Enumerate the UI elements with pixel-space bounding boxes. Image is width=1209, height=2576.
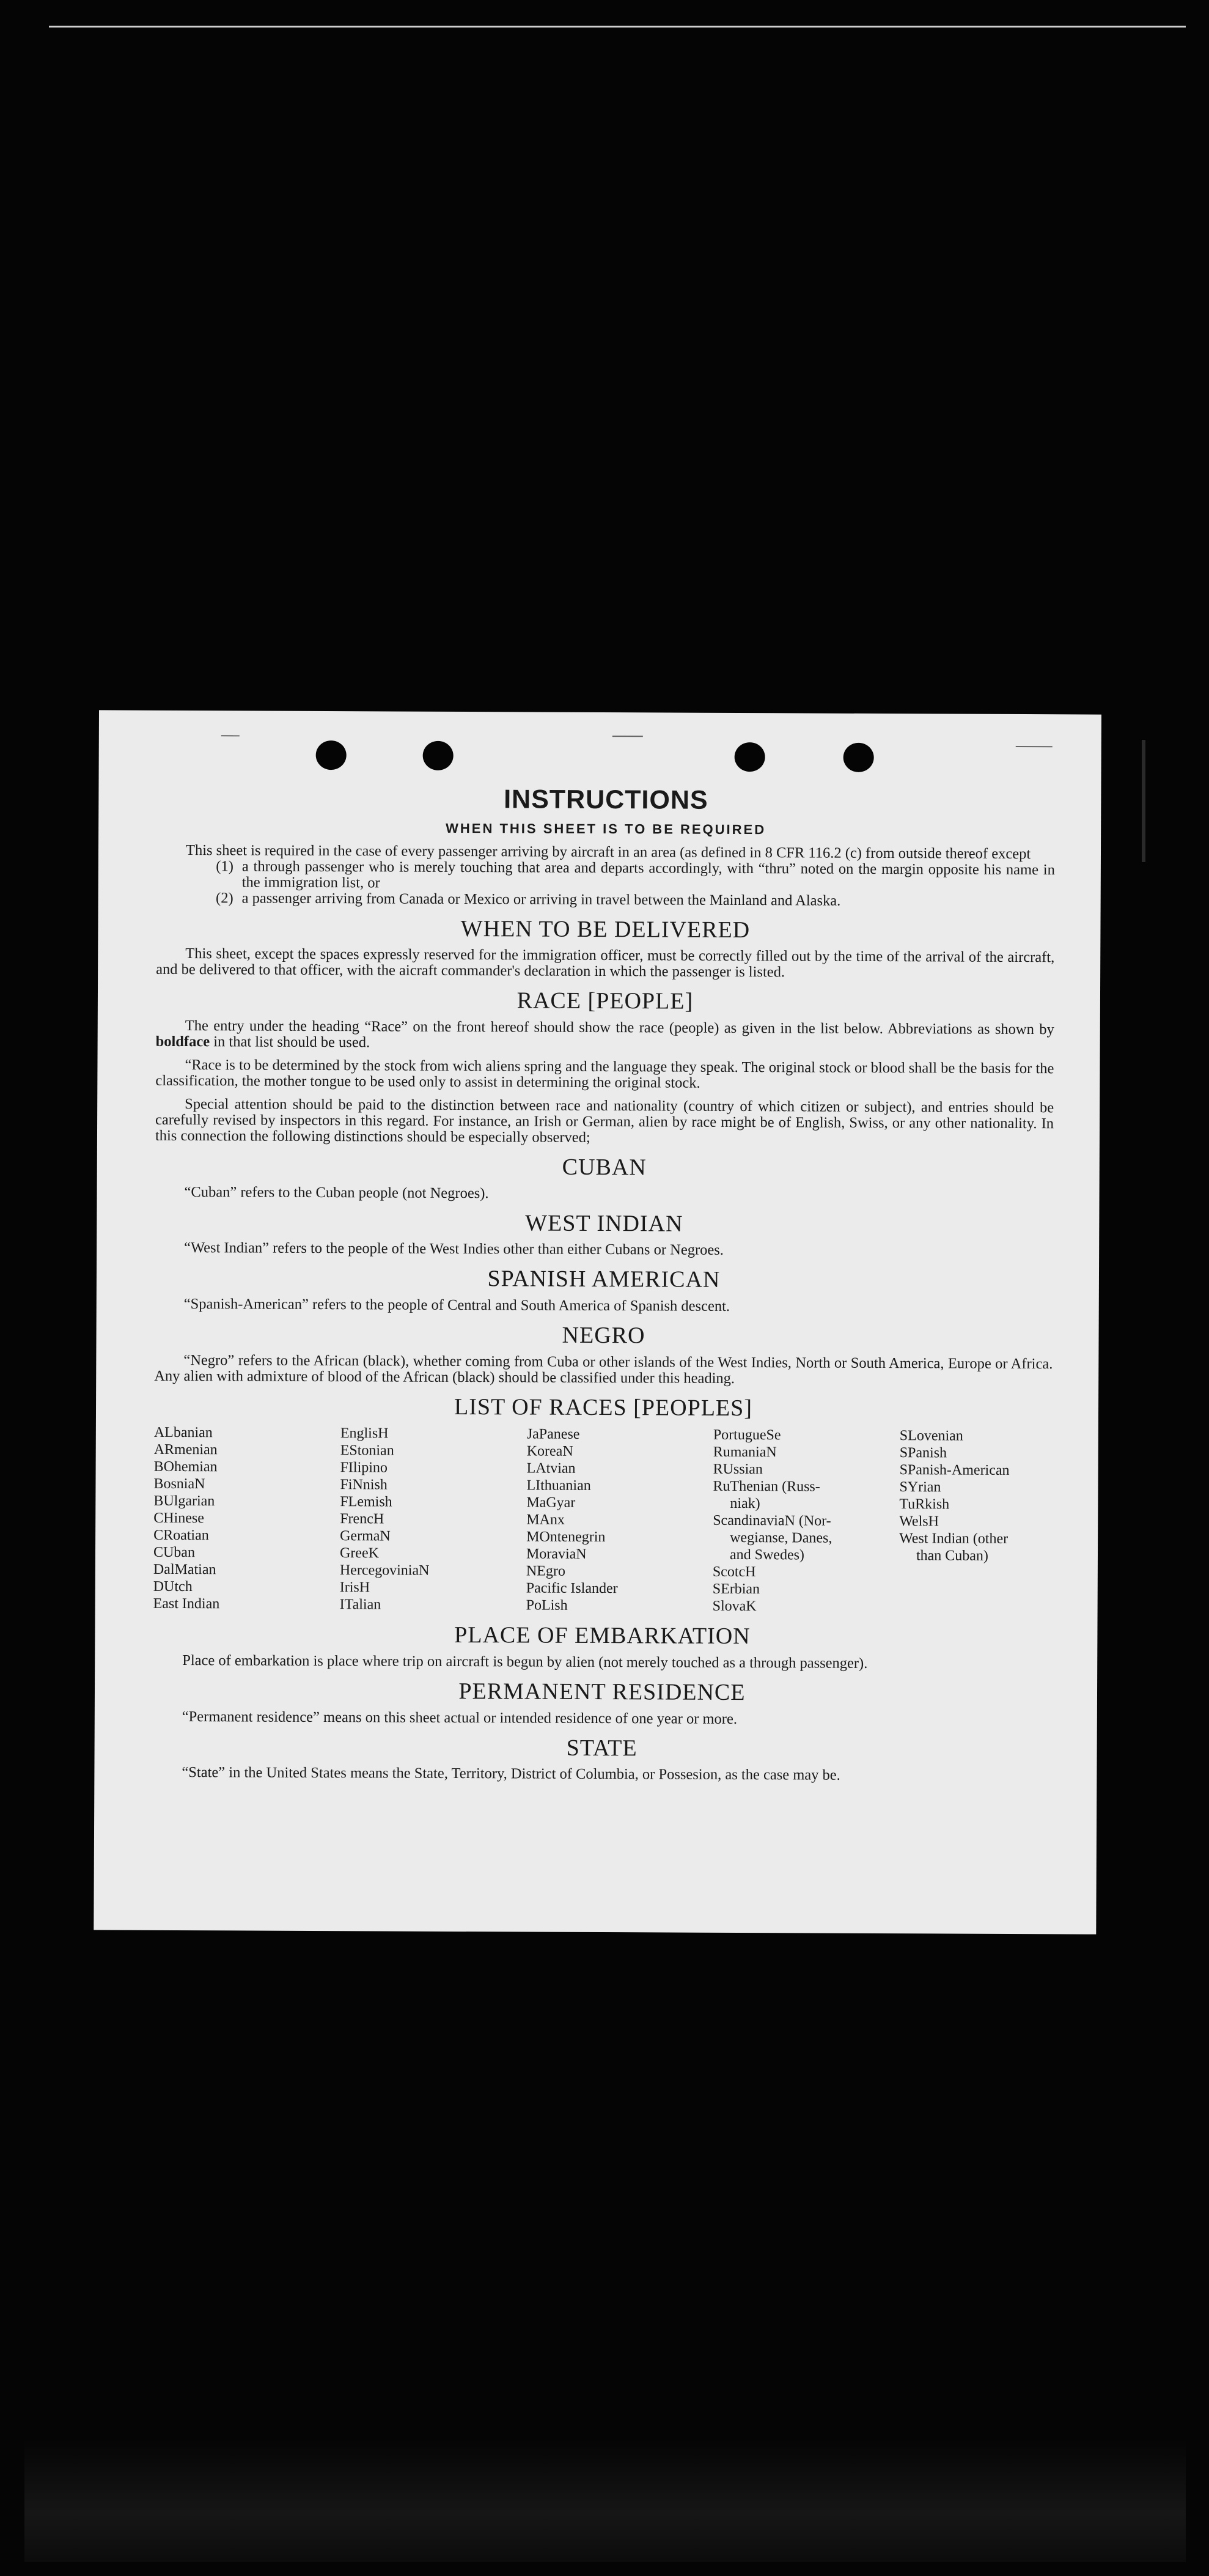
- race-list-item: GermaN: [340, 1528, 391, 1544]
- exception-item: [156, 890, 1055, 909]
- intro-paragraph: This sheet is required in the case of every passenger arriving by aircraft in an area (as defined in 8 CFR 116.2 (c) from outside thereof except: [185, 841, 1031, 862]
- race-list-item: FrencH: [340, 1511, 384, 1527]
- race-list-item: SPanish-American: [899, 1462, 1010, 1479]
- race-list-item: LAtvian: [526, 1460, 576, 1477]
- race-paragraph-2: “Race is to be determined by the stock from wich aliens spring and the language they speak. The original stock or blood shall be the basis for the classification, the mother tongue to be used only to assist in determining the original stock.: [155, 1057, 1054, 1091]
- race-list-item: CHinese: [153, 1510, 204, 1527]
- race-list-item: SLovenian: [899, 1428, 963, 1445]
- exception-number: (2): [216, 889, 233, 906]
- race-list-item: BosniaN: [153, 1476, 205, 1493]
- punch-hole: [423, 741, 454, 770]
- smudge-mark: [612, 736, 643, 737]
- race-list-item: RumaniaN: [713, 1444, 777, 1461]
- race-list-item: CRoatian: [153, 1527, 209, 1544]
- race-list-item: MOntenegrin: [526, 1529, 606, 1546]
- section-heading-list-of-races: LIST OF RACES [PEOPLES]: [454, 1393, 753, 1421]
- race-list-item: EStonian: [340, 1442, 394, 1459]
- race-list-item: CUban: [153, 1544, 196, 1561]
- race-list-item: SlovaK: [712, 1598, 757, 1615]
- page-edge-shadow: [1142, 740, 1145, 862]
- document-subtitle: WHEN THIS SHEET IS TO BE REQUIRED: [446, 820, 766, 837]
- race-text: The entry under the heading “Race” on the front hereof should show the race (people) as given in the list below. Abbreviations as shown by: [185, 1017, 1054, 1038]
- race-list-item: SYrian: [899, 1479, 941, 1496]
- race-text: in that list should be used.: [210, 1033, 370, 1051]
- race-list-item: MAnx: [526, 1511, 565, 1529]
- race-list-item: KoreaN: [526, 1443, 573, 1460]
- section-heading-when-delivered: WHEN TO BE DELIVERED: [460, 915, 751, 943]
- negro-text: “Negro” refers to the African (black), whether coming from Cuba or other islands of the West Indies, North or South America, Europe or Africa. Any alien with admixture of blood of the African (black) should be classified under this heading.: [154, 1351, 1053, 1387]
- race-list-item: SErbian: [712, 1581, 760, 1598]
- top-rule: [49, 26, 1186, 28]
- smudge-mark: [1016, 746, 1053, 747]
- race-list-item: ScandinaviaN (Nor-: [713, 1513, 831, 1530]
- spanish-american-text: “Spanish-American” refers to the people of Central and South America of Spanish descent.: [183, 1296, 730, 1315]
- race-list-item: niak): [730, 1496, 760, 1512]
- exception-item: [156, 858, 1055, 893]
- race-list-item: DalMatian: [153, 1562, 216, 1578]
- race-list-item: ALbanian: [153, 1425, 213, 1441]
- state-text: “State” in the United States means the State, Territory, District of Columbia, or Possesion, as the case may be.: [182, 1764, 840, 1784]
- race-list-item: wegianse, Danes,: [730, 1530, 832, 1547]
- race-list-item: BUlgarian: [153, 1493, 215, 1510]
- cuban-text: “Cuban” refers to the Cuban people (not Negroes).: [184, 1183, 489, 1201]
- section-heading-spanish-american: SPANISH AMERICAN: [487, 1266, 721, 1293]
- section-heading-cuban: CUBAN: [562, 1154, 647, 1181]
- exception-text: a passenger arriving from Canada or Mexico or arriving in travel between the Mainland and Alaska.: [241, 890, 841, 909]
- race-list-item: ITalian: [339, 1596, 381, 1613]
- races-column: [899, 1428, 1046, 1617]
- section-heading-embarkation: PLACE OF EMBARKATION: [454, 1622, 751, 1650]
- races-column: [340, 1425, 527, 1614]
- race-list-item: West Indian (other: [899, 1530, 1009, 1548]
- race-list-item: ARmenian: [153, 1442, 218, 1458]
- race-list-item: than Cuban): [916, 1548, 989, 1565]
- when-delivered-text: This sheet, except the spaces expressly reserved for the immigration officer, must be correctly filled out by the time of the arrival of the aircraft, and be delivered to that officer, with the aicraft commander's declaration in which the passenger is listed.: [156, 945, 1055, 981]
- section-heading-race: RACE [PEOPLE]: [516, 987, 694, 1014]
- race-list-item: FLemish: [340, 1494, 392, 1510]
- race-list-item: MaGyar: [526, 1494, 576, 1511]
- race-list-item: TuRkish: [899, 1496, 950, 1513]
- document-sheet: [94, 710, 1101, 1934]
- residence-text: “Permanent residence” means on this sheet actual or intended residence of one year or more.: [182, 1708, 738, 1727]
- section-heading-residence: PERMANENT RESIDENCE: [458, 1678, 746, 1706]
- race-list-item: FiNnish: [340, 1477, 388, 1493]
- document-title: INSTRUCTIONS: [504, 784, 708, 815]
- race-list-item: Pacific Islander: [526, 1580, 618, 1597]
- race-list-item: PortugueSe: [713, 1427, 781, 1444]
- races-list: [153, 1424, 1053, 1616]
- race-paragraph-3: Special attention should be paid to the distinction between race and nationality (country of which citizen or subject), and entries should be carefully revised by inspectors in this regard. For instance, an Irish or German, alien by race might be of English, Swiss, or any other nationality. In this connection the following distinctions should be especially observed;: [155, 1096, 1054, 1146]
- embarkation-text: Place of embarkation is place where trip on aircraft is begun by alien (not merely touched as a through passenger).: [182, 1652, 868, 1672]
- punch-hole: [735, 742, 765, 772]
- race-list-item: DUtch: [153, 1579, 193, 1595]
- bottom-shade: [24, 2440, 1186, 2562]
- west-indian-text: “West Indian” refers to the people of the West Indies other than either Cubans or Negroes.: [184, 1239, 724, 1259]
- race-list-item: and Swedes): [729, 1547, 805, 1563]
- races-column: [526, 1426, 713, 1615]
- race-list-item: EnglisH: [340, 1425, 389, 1442]
- section-heading-negro: NEGRO: [562, 1322, 645, 1349]
- race-list-item: ScotcH: [712, 1564, 756, 1581]
- race-list-item: RuThenian (Russ-: [713, 1478, 820, 1495]
- race-list-item: RUssian: [713, 1461, 763, 1478]
- race-list-item: FIlipino: [340, 1460, 388, 1476]
- section-heading-west-indian: WEST INDIAN: [525, 1210, 683, 1237]
- race-list-item: BOhemian: [153, 1459, 218, 1475]
- exception-text: a through passenger who is merely touching that area and departs accordingly, with “thru” noted on the margin opposite his name in the immigration list, or: [241, 858, 1055, 891]
- smudge-mark: [221, 735, 240, 736]
- race-list-item: HercegoviniaN: [339, 1562, 430, 1579]
- races-column: [713, 1426, 900, 1615]
- section-heading-state: STATE: [566, 1735, 638, 1762]
- race-list-item: LIthuanian: [526, 1477, 591, 1494]
- race-list-item: WelsH: [899, 1513, 939, 1530]
- race-list-item: NEgro: [526, 1563, 565, 1580]
- race-list-item: PoLish: [526, 1597, 568, 1614]
- races-column: [153, 1424, 340, 1613]
- punch-hole: [843, 743, 874, 772]
- race-list-item: GreeK: [339, 1545, 380, 1562]
- punch-hole: [316, 740, 347, 770]
- race-list-item: East Indian: [153, 1596, 220, 1612]
- race-list-item: SPanish: [899, 1445, 947, 1461]
- exception-number: (1): [216, 857, 233, 874]
- race-list-item: JaPanese: [526, 1426, 580, 1443]
- race-list-item: MoraviaN: [526, 1546, 587, 1563]
- race-paragraph-1: [156, 1018, 1054, 1054]
- race-list-item: IrisH: [339, 1579, 370, 1596]
- race-bold-text: boldface: [155, 1033, 210, 1050]
